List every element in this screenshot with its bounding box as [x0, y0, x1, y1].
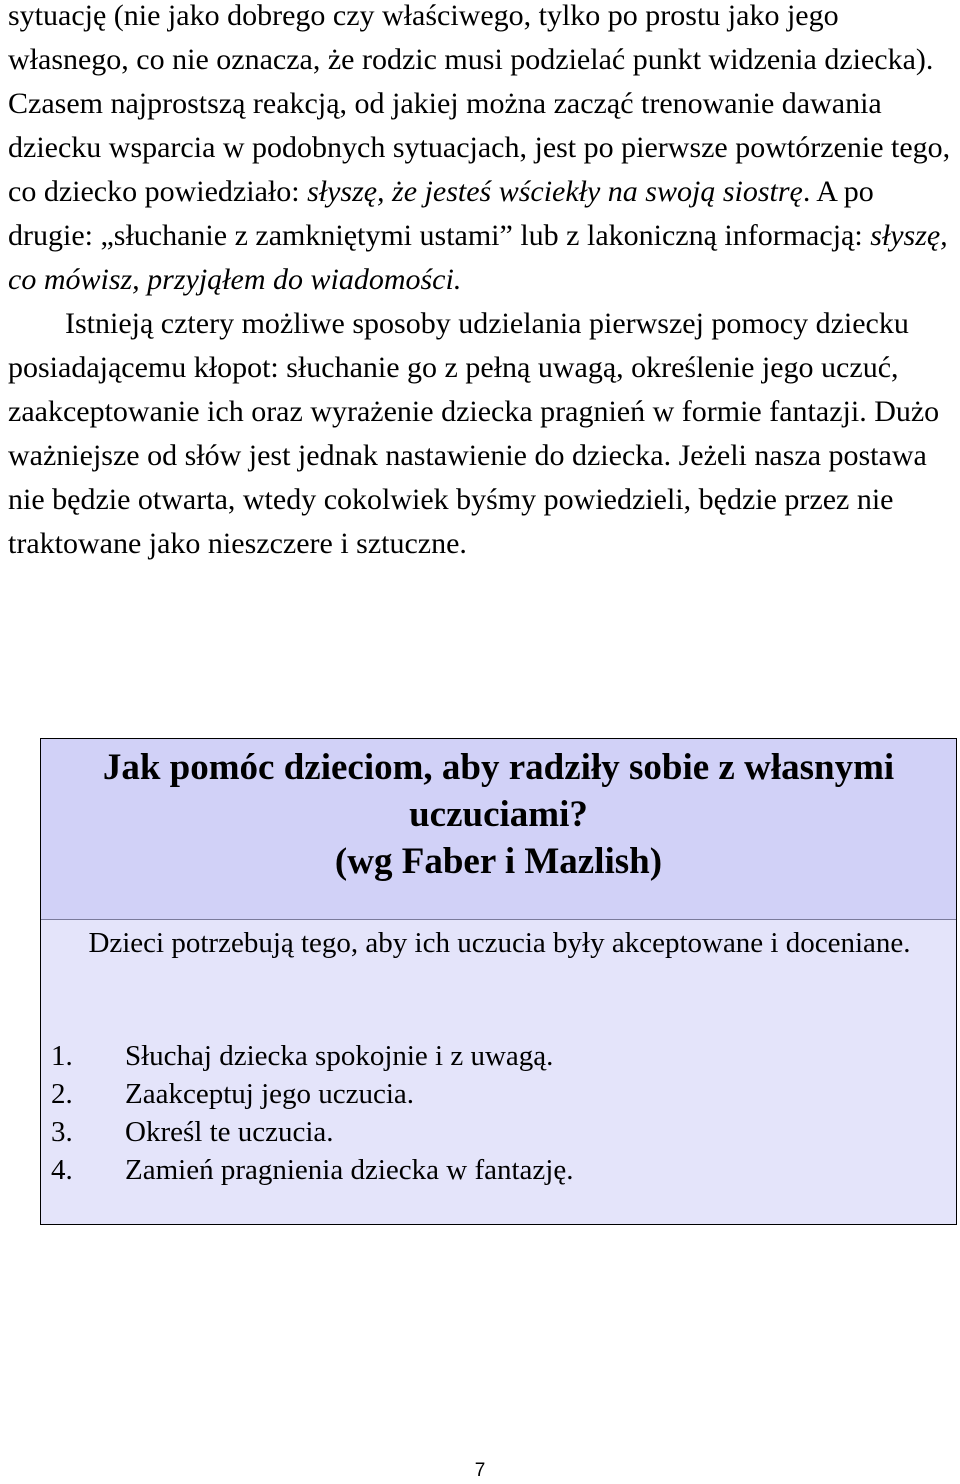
paragraph-1-text-a: sytuację (nie jako dobrego czy właściwego, tylko po prostu jako jego własnego, co nie oznacza, że rodzic musi podzielać punkt widzenia dziecka). Czasem najprostszą reakcją, od jakiej można zacząć trenowanie dawania dziecku wsparcia w podobnych sytuacjach, jest po pierwsze powtórzenie tego, co dziecko powiedziało: — [8, 0, 951, 208]
list-item-text: Zaakceptuj jego uczucia. — [125, 1078, 415, 1110]
tip-box-title-line-3: (wg Faber i Mazlish) — [334, 841, 663, 882]
list-item-number: 2. — [51, 1078, 73, 1110]
list-item-text: Słuchaj dziecka spokojnie i z uwagą. — [125, 1040, 554, 1072]
list-item — [51, 1151, 573, 1189]
tip-box-title — [41, 739, 956, 920]
tip-box-intro: Dzieci potrzebują tego, aby ich uczucia były akceptowane i doceniane. — [88, 927, 911, 959]
paragraph-1-text-b: . A po drugie: „słuchanie z zamkniętymi ustami” lub z lakoniczną informacją: — [8, 175, 874, 252]
paragraph-1-quote-a: słyszę, że jesteś wściekły na swoją siostrę — [307, 175, 803, 208]
list-item-text: Określ te uczucia. — [125, 1116, 334, 1148]
paragraph-2: Istnieją cztery możliwe sposoby udzielania pierwszej pomocy dziecku posiadającemu kłopot: słuchanie go z pełną uwagą, określenie jego uczuć, zaakceptowanie ich oraz wyrażenie dziecka pragnień w formie fantazji. Dużo ważniejsze od słów jest jednak nastawienie do dziecka. Jeżeli nasza postawa nie będzie otwarta, wtedy cokolwiek byśmy powiedzieli, będzie przez nie traktowane jako nieszczere i sztuczne. — [8, 307, 940, 560]
list-item — [51, 1113, 573, 1151]
paragraph-1-quote-b: słyszę, co mówisz, przyjąłem do wiadomości. — [8, 219, 948, 296]
list-item-number: 4. — [51, 1154, 73, 1186]
paragraph-1 — [8, 0, 952, 302]
list-item — [51, 1075, 573, 1113]
page-number: 7 — [474, 1460, 486, 1481]
steps-list — [51, 1037, 573, 1189]
list-item-number: 3. — [51, 1116, 73, 1148]
list-item — [51, 1037, 573, 1075]
document-page — [8, 0, 952, 1484]
list-item-text: Zamień pragnienia dziecka w fantazję. — [125, 1154, 574, 1186]
tip-box — [40, 738, 957, 1225]
list-item-number: 1. — [51, 1040, 73, 1072]
tip-box-title-line-1: Jak pomóc dzieciom, aby radziły sobie z własnymi — [102, 747, 895, 788]
tip-box-title-line-2: uczuciami? — [409, 794, 588, 835]
body-text — [8, 0, 952, 566]
